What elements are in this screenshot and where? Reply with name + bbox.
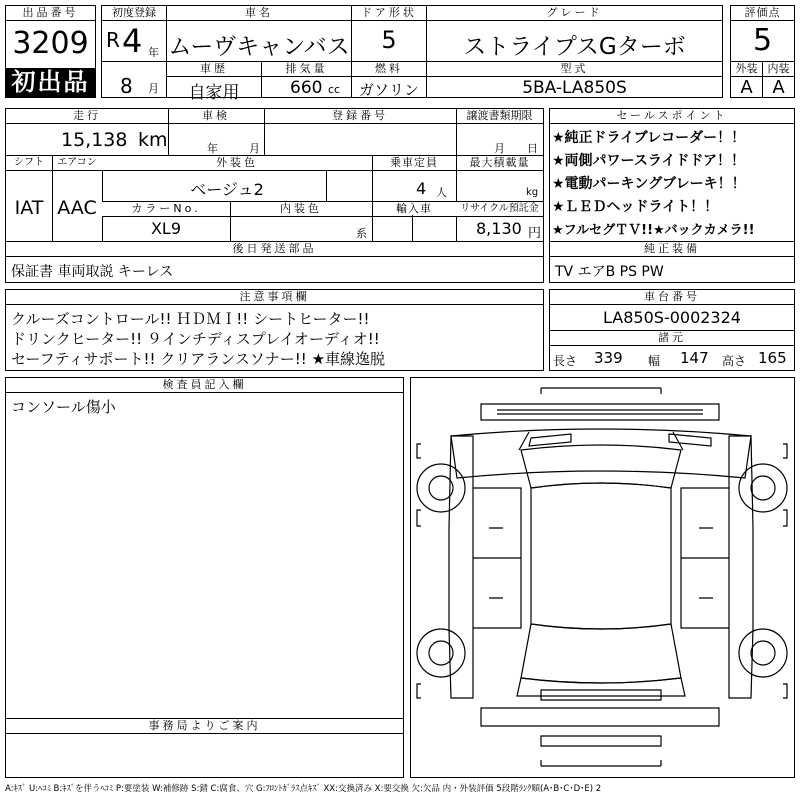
car-diagram <box>411 378 794 777</box>
lot-number: 3209 <box>12 26 89 61</box>
chassis-box <box>549 289 795 371</box>
genuine-equipment: TV エアB PS PW <box>555 264 664 280</box>
year: 4 <box>122 22 143 60</box>
mileage: 15,138 <box>61 129 128 151</box>
transfer-month-unit: 月 <box>494 142 505 155</box>
fuel: ガソリン <box>358 81 419 99</box>
month-unit: 月 <box>148 82 159 95</box>
interior-box <box>762 61 795 98</box>
fuel-label: 燃料 <box>352 62 426 77</box>
later-parts: 保証書 車両取説 キーレス <box>11 264 174 280</box>
later-parts-label: 後日発送部品 <box>6 242 543 257</box>
history-label: 車歴 <box>167 62 261 77</box>
car-name-label: 車名 <box>167 6 351 21</box>
office-label: 事務局よりご案内 <box>6 719 403 734</box>
grade: ストライプスGターボ <box>463 34 686 60</box>
genuine-equipment-box <box>549 241 795 283</box>
dimensions-label: 諸元 <box>550 331 794 346</box>
notes-label: 注意事項欄 <box>6 290 543 305</box>
notes-line: セーフティサポート!! クリアランスソナー!! ★車線逸脱 <box>11 350 386 368</box>
chassis-label: 車台番号 <box>550 290 794 305</box>
score: 5 <box>752 23 773 58</box>
first-registration-label: 初度登録 <box>102 6 166 21</box>
first-registration-month-box <box>101 61 167 98</box>
interior-color-label: 内装色 <box>230 202 372 217</box>
history-box <box>166 61 262 103</box>
year-unit: 年 <box>148 46 159 59</box>
width-label: 幅 <box>648 354 661 368</box>
month: 8 <box>120 74 133 98</box>
car-name: ムーヴキャンバス <box>168 34 350 60</box>
exterior-score: A <box>740 77 753 98</box>
model-label: 型式 <box>427 62 722 77</box>
notes-line: ドリンクヒーター!! ９インチディスプレイオーディオ!! <box>11 330 380 348</box>
exterior-color: ベージュ2 <box>190 180 264 199</box>
ac: AAC <box>57 197 97 219</box>
chassis-number: LA850S-0002324 <box>603 308 741 327</box>
inspection-month-unit: 月 <box>249 142 260 155</box>
mileage-label: 走行 <box>6 109 168 124</box>
recycle-deposit-unit: 円 <box>528 226 542 241</box>
capacity-unit: 人 <box>436 186 447 199</box>
registration-number-label: 登録番号 <box>264 109 456 124</box>
model-box <box>426 61 723 98</box>
inspector-label: 検査員記入欄 <box>6 378 403 393</box>
sales-points-label: セールスポイント <box>550 109 794 124</box>
door-label: ドア形状 <box>352 6 426 21</box>
later-parts-box <box>5 241 544 283</box>
shift: IAT <box>14 197 44 219</box>
door: 5 <box>381 26 397 54</box>
inspector-comment: コンソール傷小 <box>11 398 116 416</box>
displacement-label: 排気量 <box>262 62 351 77</box>
exterior-label: 外装 <box>731 62 762 77</box>
length: 339 <box>594 349 623 367</box>
genuine-equipment-label: 純正装備 <box>550 242 794 257</box>
exterior-color-label: 外装色 <box>102 156 372 171</box>
damage-legend: A:ｷｽﾞ U:ﾍｺﾐ B:ｷｽﾞを伴うﾍｺﾐ P:要塗装 W:補修跡 S:錆 C:腐食、穴 G:ﾌﾛﾝﾄｶﾞﾗｽ点ｷｽﾞ XX:交換済み X:要交換 欠:欠品 内・外装評価 5段階ﾗﾝｸ順(A･B･C･D･E) 2 <box>5 784 602 794</box>
score-box <box>730 5 795 62</box>
lot-number-label: 出品番号 <box>6 6 95 21</box>
width: 147 <box>680 349 709 367</box>
grade-box <box>426 5 723 62</box>
displacement-box <box>261 61 352 98</box>
import-label: 輸入車 <box>372 202 456 217</box>
recycle-deposit-label: リサイクル預託金 <box>456 202 543 217</box>
max-load-label: 最大積載量 <box>456 156 543 171</box>
grade-label: グレード <box>427 6 722 21</box>
color-number-label: カラーNo. <box>102 202 230 217</box>
length-label: 長さ <box>553 354 578 368</box>
mileage-unit: km <box>138 129 168 151</box>
office-box <box>5 718 404 778</box>
lot-number-box <box>5 5 96 98</box>
car-diagram-box <box>410 377 795 778</box>
color-number: XL9 <box>150 219 182 238</box>
max-load-unit: kg <box>526 187 539 198</box>
sales-point-item: ★フルセグＴＶ!!★バックカメラ!! <box>552 223 755 238</box>
car-name-box <box>166 5 352 62</box>
history: 自家用 <box>188 83 240 103</box>
shift-label: シフト <box>6 156 52 171</box>
transfer-day-unit: 日 <box>527 142 538 155</box>
sales-points-box <box>549 108 795 242</box>
first-registration-box <box>101 5 167 62</box>
sales-point-item: ★両側パワースライドドア！！ <box>552 153 746 169</box>
displacement-unit: cc <box>328 83 341 96</box>
sales-point-item: ★ＬＥＤヘッドライト！！ <box>552 199 719 215</box>
interior-score: A <box>772 77 785 98</box>
displacement: 660 <box>290 78 323 98</box>
height: 165 <box>758 349 787 367</box>
vehicle-info-box <box>5 108 544 242</box>
capacity: 4 <box>416 179 427 198</box>
inspection-label: 車検 <box>168 109 264 124</box>
notes-line: クルーズコントロール!! ＨＤＭＩ!! シートヒーター!! <box>11 310 370 328</box>
notes-box <box>5 289 544 371</box>
height-label: 高さ <box>722 354 747 368</box>
sales-point-item: ★純正ドライブレコーダー！！ <box>552 130 746 146</box>
exterior-box <box>730 61 763 98</box>
capacity-label: 乗車定員 <box>372 156 456 171</box>
score-label: 評価点 <box>731 6 794 21</box>
ac-label: エアコン <box>52 156 102 171</box>
recycle-deposit: 8,130 <box>476 219 522 238</box>
sales-point-item: ★電動パーキングブレーキ！！ <box>552 176 746 192</box>
interior-label: 内装 <box>763 62 794 77</box>
model: 5BA-LA850S <box>522 78 627 98</box>
era: R <box>106 28 120 52</box>
first-listing-badge: 初出品 <box>6 68 95 97</box>
door-box <box>351 5 427 62</box>
inspection-year-unit: 年 <box>207 142 218 155</box>
transfer-deadline-label: 譲渡書類期限 <box>456 109 543 124</box>
fuel-box <box>351 61 427 98</box>
interior-color-unit: 系 <box>356 227 367 240</box>
inspector-box <box>5 377 404 719</box>
